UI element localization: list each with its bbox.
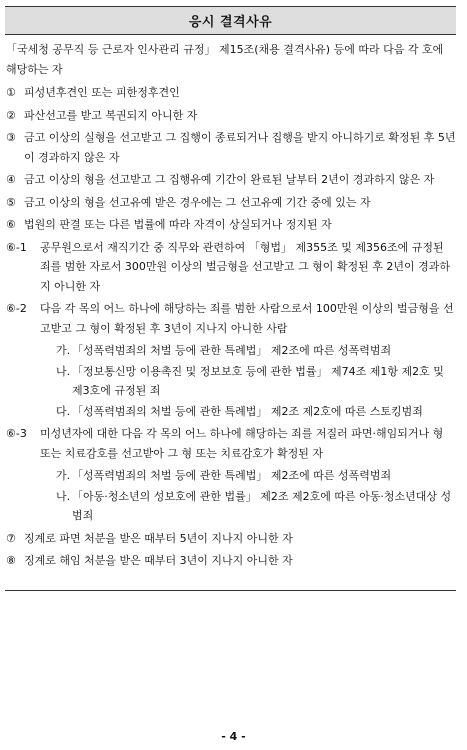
list-item xyxy=(6,83,456,103)
sub-item-text: 「성폭력범죄의 처벌 등에 관한 특례법」 제2조 제2호에 따른 스토킹범죄 xyxy=(72,404,423,418)
disqualification-content xyxy=(6,40,456,574)
sub-list-item xyxy=(56,341,456,361)
sub-item-marker: 나. xyxy=(56,489,71,503)
page-number: - 4 - xyxy=(221,730,246,743)
item-number: ⑥-1 xyxy=(6,240,27,254)
sub-list-item xyxy=(56,362,456,401)
item-text: 징계로 파면 처분을 받은 때부터 5년이 지나지 아니한 자 xyxy=(24,531,293,545)
item-text: 금고 이상의 형을 선고유예 받은 경우에는 그 선고유예 기간 중에 있는 자 xyxy=(24,195,371,209)
item-number: ⑧ xyxy=(6,554,16,567)
sub-item-text: 「성폭력범죄의 처벌 등에 관한 특례법」 제2조에 따른 성폭력범죄 xyxy=(72,469,392,482)
item-text: 미성년자에 대한 다음 각 목의 어느 하나에 해당하는 죄를 저질러 파면·해임되거나 형 또는 치료감호를 선고받아 그 형 또는 치료감호가 확정된 자 xyxy=(40,427,444,460)
item-number: ③ xyxy=(6,131,16,144)
list-item xyxy=(6,238,456,297)
sub-list-item xyxy=(56,402,456,422)
list-item xyxy=(6,170,456,190)
item-number: ② xyxy=(6,108,16,122)
list-item xyxy=(6,551,456,571)
item-text: 파산선고를 받고 복권되지 아니한 자 xyxy=(24,108,198,122)
sub-item-marker: 가. xyxy=(56,344,71,357)
sub-item-text: 「정보통신망 이용촉진 및 정보보호 등에 관한 법률」 제74조 제1항 제2호 및 제3호에 규정된 죄 xyxy=(72,364,444,397)
sub-item-marker: 나. xyxy=(56,364,71,378)
item-text: 금고 이상의 실형을 선고받고 그 집행이 종료되거나 집행을 받지 아니하기로 확정된 후 5년이 경과하지 않은 자 xyxy=(24,131,456,164)
item-text: 금고 이상의 형을 선고받고 그 집행유예 기간이 완료된 날부터 2년이 경과하지 않은 자 xyxy=(24,173,435,186)
item-number: ④ xyxy=(6,173,16,186)
item-text: 법원의 판결 또는 다른 법률에 따라 자격이 상실되거나 정지된 자 xyxy=(24,218,332,231)
sub-item-text: 「아동·청소년의 성보호에 관한 법률」 제2조 제2호에 따른 아동·청소년대상 성범죄 xyxy=(72,489,452,522)
sub-item-text: 「성폭력범죄의 처벌 등에 관한 특례법」 제2조에 따른 성폭력범죄 xyxy=(72,344,392,357)
list-item xyxy=(6,128,456,167)
item-text: 피성년후견인 또는 피한정후견인 xyxy=(24,86,180,99)
list-item xyxy=(6,193,456,213)
item-text: 공무원으로서 재직기간 중 직무와 관련하여 「형법」 제355조 및 제356조에 규정된 죄를 범한 자로서 300만원 이상의 벌금형을 선고받고 그 형이 확정된 후 2년이 경과하지 아니한 자 xyxy=(40,240,450,293)
sub-item-marker: 다. xyxy=(56,404,71,418)
intro-paragraph: 「국세청 공무직 등 근로자 인사관리 규정」 제15조(채용 결격사유) 등에 따라 다음 각 호에 해당하는 자 xyxy=(6,43,444,76)
list-item xyxy=(6,106,456,126)
list-item xyxy=(6,299,456,338)
sub-list-item xyxy=(56,487,456,526)
item-text: 징계로 해임 처분을 받은 때부터 3년이 지나지 아니한 자 xyxy=(24,554,293,567)
item-number: ⑥ xyxy=(6,218,16,231)
disqualification-list xyxy=(6,83,456,571)
item-number: ⑥-3 xyxy=(6,427,27,440)
sub-list xyxy=(56,341,456,421)
sub-list-item xyxy=(56,466,456,486)
section-title xyxy=(5,6,456,35)
item-number: ⑦ xyxy=(6,531,16,545)
item-number: ⑤ xyxy=(6,195,16,209)
sub-list xyxy=(56,466,456,526)
item-number: ⑥-2 xyxy=(6,302,27,315)
item-text: 다음 각 목의 어느 하나에 해당하는 죄를 범한 사람으로서 100만원 이상의 벌금형을 선고받고 그 형이 확정된 후 3년이 지나지 아니한 사람 xyxy=(40,302,454,335)
sub-item-marker: 가. xyxy=(56,469,71,482)
footer-divider xyxy=(5,590,456,591)
item-number: ① xyxy=(6,86,16,99)
list-item xyxy=(6,529,456,549)
list-item xyxy=(6,424,456,463)
section-title-text: 응시 결격사유 xyxy=(188,15,273,30)
list-item xyxy=(6,215,456,235)
